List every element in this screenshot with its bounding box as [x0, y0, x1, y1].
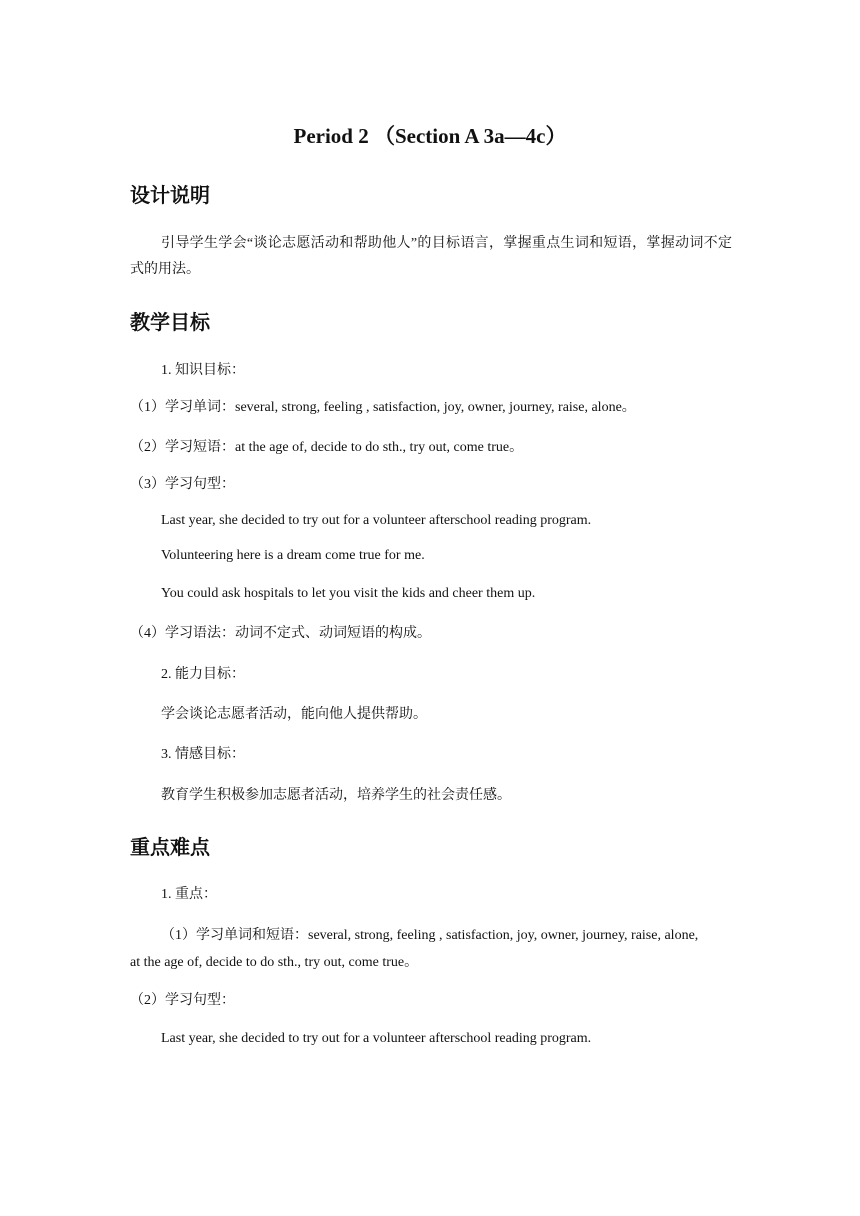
goal-line: Volunteering here is a dream come true for me.	[161, 548, 425, 563]
goal-line: （3）学习句型：	[130, 477, 235, 492]
keypoint-line: （1）学习单词和短语：several, strong, feeling , satisfaction, joy, owner, journey, raise, alone,	[161, 928, 699, 943]
goal-line: 教育学生积极参加志愿者活动，培养学生的社会责任感。	[161, 788, 511, 803]
goal-line: Last year, she decided to try out for a volunteer afterschool reading program.	[161, 513, 592, 528]
goal-line: （2）学习短语：at the age of, decide to do sth., try out, come true。	[130, 440, 524, 455]
heading-goals: 教学目标	[130, 310, 210, 334]
keypoint-line: （2）学习句型：	[130, 993, 235, 1008]
goal-line: （1）学习单词：several, strong, feeling , satisfaction, joy, owner, journey, raise, alone。	[130, 400, 636, 415]
goal-line: 3. 情感目标：	[161, 747, 245, 762]
keypoint-line: at the age of, decide to do sth., try out, come true。	[130, 955, 419, 970]
page-title: Period 2 （Section A 3a—4c）	[293, 124, 567, 148]
heading-design: 设计说明	[130, 183, 210, 207]
goal-line: 1. 知识目标：	[161, 363, 245, 378]
keypoint-line: 1. 重点：	[161, 887, 217, 902]
goal-line: 2. 能力目标：	[161, 667, 245, 682]
goal-line: 学会谈论志愿者活动，能向他人提供帮助。	[161, 707, 427, 722]
keypoint-line: Last year, she decided to try out for a volunteer afterschool reading program.	[161, 1031, 592, 1046]
heading-keypoints: 重点难点	[130, 835, 210, 859]
goal-line: You could ask hospitals to let you visit the kids and cheer them up.	[161, 586, 536, 601]
goal-line: （4）学习语法：动词不定式、动词短语的构成。	[130, 626, 431, 641]
design-paragraph: 引导学生学会“谈论志愿活动和帮助他人”的目标语言，掌握重点生词和短语，掌握动词不定式的用法。	[130, 236, 732, 277]
